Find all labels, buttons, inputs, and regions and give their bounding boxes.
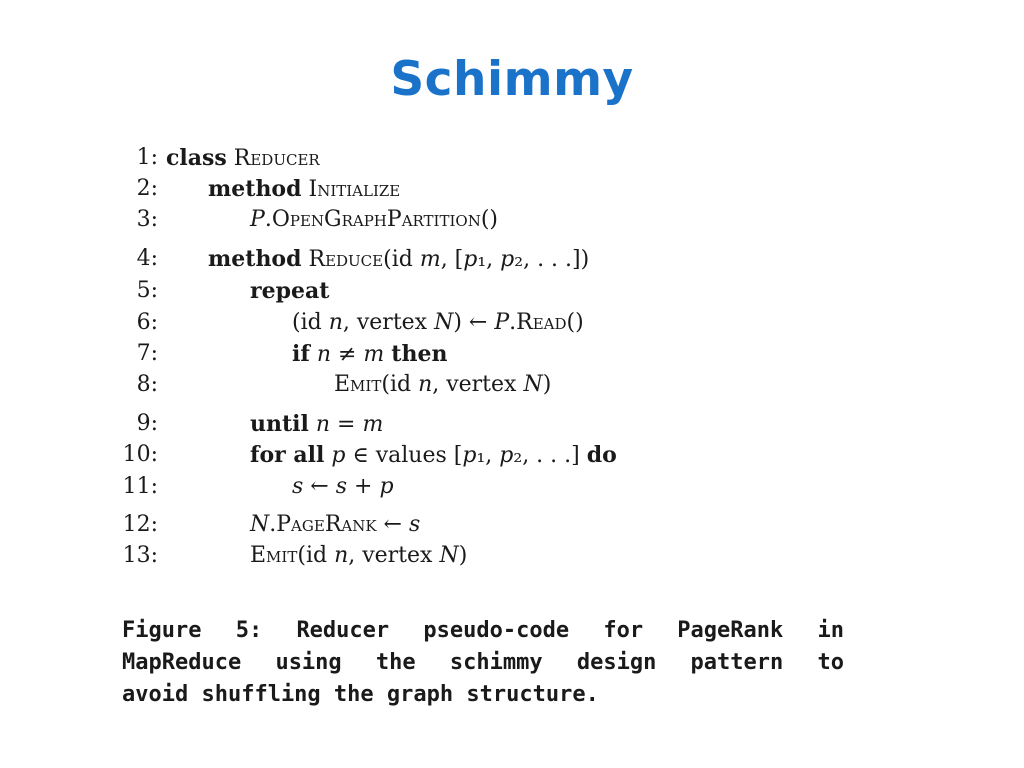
code-text: method Reduce(id m, [p₁, p₂, . . .]) <box>208 246 590 272</box>
code-text: until n = m <box>250 411 384 437</box>
code-text: N.PageRank ← s <box>250 512 421 537</box>
code-text: method Initialize <box>208 176 401 202</box>
code-text: class Reducer <box>166 145 320 171</box>
code-text: Emit(id n, vertex N) <box>334 372 552 397</box>
code-text: s ← s + p <box>292 474 394 499</box>
line-number: 9: <box>136 411 158 436</box>
line-number: 1: <box>136 145 158 170</box>
line-number: 8: <box>136 372 158 397</box>
line-number: 4: <box>136 246 158 271</box>
line-number: 5: <box>136 278 158 303</box>
code-text: repeat <box>250 278 330 304</box>
code-text: if n ≠ m then <box>292 341 448 367</box>
line-number: 10: <box>122 442 158 467</box>
caption-line: MapReduce using the schimmy design pattern to <box>122 650 844 675</box>
line-number: 7: <box>136 341 158 366</box>
code-text: Emit(id n, vertex N) <box>250 543 468 568</box>
figure-caption <box>122 615 844 711</box>
slide-title: Schimmy <box>390 52 634 107</box>
line-number: 2: <box>136 176 158 201</box>
caption-line: avoid shuffling the graph structure. <box>122 682 599 707</box>
line-number: 12: <box>122 512 158 537</box>
code-text: for all p ∈ values [p₁, p₂, . . .] do <box>250 442 617 468</box>
line-number: 11: <box>122 474 158 499</box>
code-text: (id n, vertex N) ← P.Read() <box>292 310 584 335</box>
line-number: 3: <box>136 207 158 232</box>
line-number: 13: <box>122 543 158 568</box>
code-text: P.OpenGraphPartition() <box>250 207 499 232</box>
caption-line: Figure 5: Reducer pseudo-code for PageRank in <box>122 618 844 643</box>
line-number: 6: <box>136 310 158 335</box>
